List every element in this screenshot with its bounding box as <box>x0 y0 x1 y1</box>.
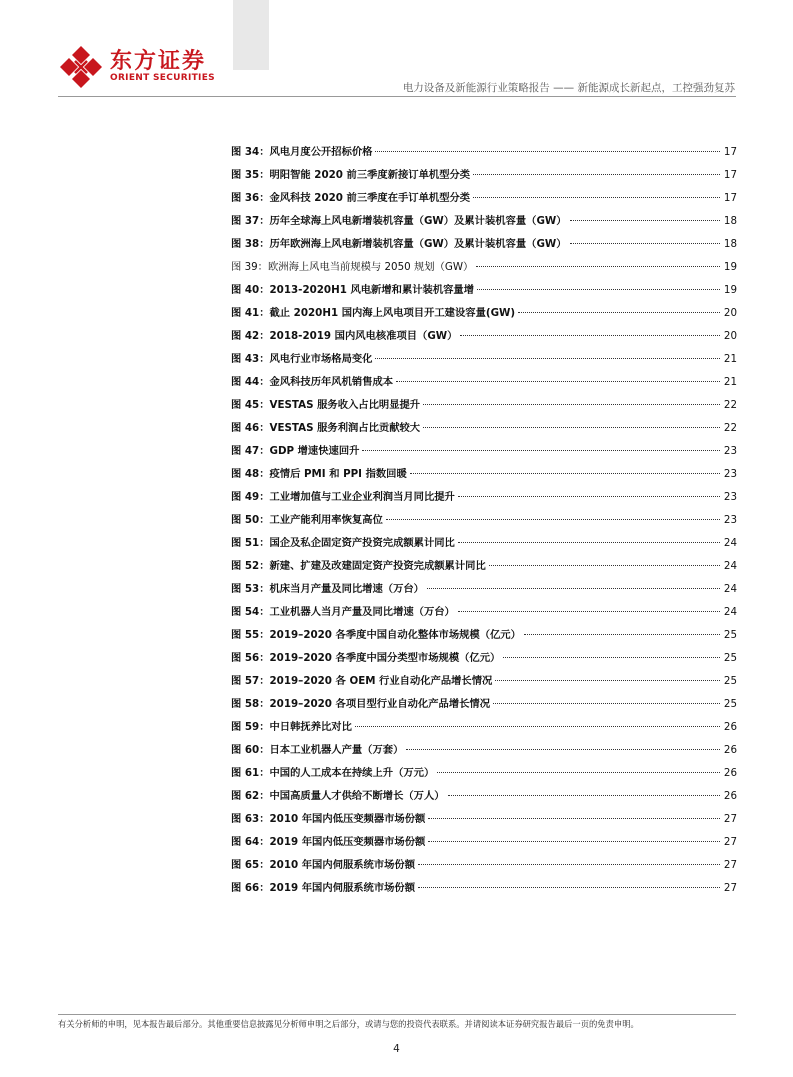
toc-entry-label: 图 37：历年全球海上风电新增装机容量（GW）及累计装机容量（GW） <box>231 215 567 227</box>
toc-entry-label: 图 55：2019–2020 各季度中国自动化整体市场规模（亿元） <box>231 629 521 641</box>
toc-dot-leader <box>375 358 720 359</box>
toc-entry-page: 23 <box>723 468 737 480</box>
toc-entry-page: 24 <box>723 560 737 572</box>
header-decoration-band <box>233 0 269 70</box>
toc-dot-leader <box>418 887 720 888</box>
toc-entry-page: 18 <box>723 215 737 227</box>
toc-entry[interactable] <box>231 649 737 672</box>
page-number: 4 <box>393 1043 400 1055</box>
toc-entry-page: 20 <box>723 330 737 342</box>
toc-entry-label: 图 41：截止 2020H1 国内海上风电项目开工建设容量(GW) <box>231 307 516 319</box>
toc-entry-label: 图 62：中国高质量人才供给不断增长（万人） <box>231 790 445 802</box>
toc-dot-leader <box>437 772 720 773</box>
toc-entry[interactable] <box>231 626 737 649</box>
toc-dot-leader <box>423 427 720 428</box>
toc-entry[interactable] <box>231 856 737 879</box>
toc-entry-label: 图 40：2013-2020H1 风电新增和累计装机容量增 <box>231 284 475 296</box>
toc-entry-page: 20 <box>723 307 737 319</box>
brand-logo <box>58 44 228 90</box>
toc-entry[interactable] <box>231 373 737 396</box>
toc-dot-leader <box>355 726 720 727</box>
toc-entry-page: 17 <box>723 192 737 204</box>
toc-dot-leader <box>428 818 720 819</box>
toc-entry-page: 26 <box>723 721 737 733</box>
toc-entry[interactable] <box>231 718 737 741</box>
toc-entry-label: 图 59：中日韩抚养比对比 <box>231 721 352 733</box>
toc-entry-page: 22 <box>723 422 737 434</box>
toc-entry-label: 图 53：机床当月产量及同比增速（万台） <box>231 583 424 595</box>
toc-dot-leader <box>428 841 720 842</box>
toc-entry-label: 图 39：欧洲海上风电当前规模与 2050 规划（GW） <box>231 261 474 273</box>
toc-entry-label: 图 50：工业产能利用率恢复高位 <box>231 514 383 526</box>
report-header-title: 电力设备及新能源行业策略报告 —— 新能源成长新起点，工控强劲复苏 <box>402 82 735 94</box>
brand-logo-icon <box>58 44 104 90</box>
toc-entry[interactable] <box>231 327 737 350</box>
toc-entry-label: 图 61：中国的人工成本在持续上升（万元） <box>231 767 435 779</box>
toc-entry[interactable] <box>231 189 737 212</box>
toc-entry-page: 17 <box>723 169 737 181</box>
toc-entry-label: 图 43：风电行业市场格局变化 <box>231 353 373 365</box>
toc-entry-label: 图 47：GDP 增速快速回升 <box>231 445 360 457</box>
toc-entry[interactable] <box>231 787 737 810</box>
toc-dot-leader <box>518 312 720 313</box>
toc-entry[interactable] <box>231 419 737 442</box>
toc-dot-leader <box>473 197 720 198</box>
toc-entry-page: 27 <box>723 859 737 871</box>
toc-entry-label: 图 63：2010 年国内低压变频器市场份额 <box>231 813 426 825</box>
toc-entry-label: 图 44：金风科技历年风机销售成本 <box>231 376 394 388</box>
toc-entry-label: 图 57：2019–2020 各 OEM 行业自动化产品增长情况 <box>231 675 493 687</box>
toc-entry-page: 25 <box>723 675 737 687</box>
toc-entry-label: 图 66：2019 年国内伺服系统市场份额 <box>231 882 416 894</box>
toc-entry-label: 图 35：明阳智能 2020 前三季度新接订单机型分类 <box>231 169 471 181</box>
toc-dot-leader <box>473 174 720 175</box>
toc-dot-leader <box>493 703 720 704</box>
toc-entry-page: 26 <box>723 790 737 802</box>
toc-entry-label: 图 58：2019–2020 各项目型行业自动化产品增长情况 <box>231 698 491 710</box>
toc-dot-leader <box>503 657 720 658</box>
toc-dot-leader <box>396 381 720 382</box>
toc-entry-page: 26 <box>723 744 737 756</box>
toc-dot-leader <box>427 588 720 589</box>
toc-dot-leader <box>458 542 720 543</box>
toc-entry-label: 图 51：国企及私企固定资产投资完成额累计同比 <box>231 537 455 549</box>
toc-entry-label: 图 36：金风科技 2020 前三季度在手订单机型分类 <box>231 192 471 204</box>
toc-entry[interactable] <box>231 764 737 787</box>
toc-entry-label: 图 48：疫情后 PMI 和 PPI 指数回暖 <box>231 468 407 480</box>
toc-entry[interactable] <box>231 833 737 856</box>
toc-entry[interactable] <box>231 603 737 626</box>
toc-dot-leader <box>448 795 720 796</box>
toc-entry-label: 图 56：2019–2020 各季度中国分类型市场规模（亿元） <box>231 652 501 664</box>
toc-dot-leader <box>476 266 720 267</box>
toc-entry-page: 27 <box>723 813 737 825</box>
toc-entry-label: 图 45：VESTAS 服务收入占比明显提升 <box>231 399 421 411</box>
toc-entry-page: 24 <box>723 606 737 618</box>
toc-entry[interactable] <box>231 143 737 166</box>
toc-entry-page: 19 <box>723 284 737 296</box>
toc-dot-leader <box>418 864 720 865</box>
toc-entry-label: 图 54：工业机器人当月产量及同比增速（万台） <box>231 606 455 618</box>
toc-dot-leader <box>423 404 720 405</box>
toc-dot-leader <box>477 289 720 290</box>
brand-name-en: ORIENT SECURITIES <box>110 73 215 83</box>
toc-entry[interactable] <box>231 580 737 603</box>
toc-entry-label: 图 52：新建、扩建及改建固定资产投资完成额累计同比 <box>231 560 486 572</box>
toc-entry-label: 图 42：2018-2019 国内风电核准项目（GW） <box>231 330 458 342</box>
toc-entry-page: 23 <box>723 491 737 503</box>
toc-entry-label: 图 60：日本工业机器人产量（万套） <box>231 744 404 756</box>
toc-entry-page: 24 <box>723 583 737 595</box>
header-divider <box>58 96 736 97</box>
toc-entry[interactable] <box>231 672 737 695</box>
toc-entry[interactable] <box>231 350 737 373</box>
toc-dot-leader <box>570 243 720 244</box>
toc-entry[interactable] <box>231 810 737 833</box>
toc-entry[interactable] <box>231 258 737 281</box>
toc-entry-page: 23 <box>723 514 737 526</box>
toc-entry-page: 19 <box>723 261 737 273</box>
toc-dot-leader <box>489 565 720 566</box>
toc-dot-leader <box>570 220 720 221</box>
footer-disclaimer: 有关分析师的申明，见本报告最后部分。其他重要信息披露见分析师申明之后部分，或请与您的投资代表联系。并请阅读本证券研究报告最后一页的免责申明。 <box>58 1019 639 1029</box>
toc-dot-leader <box>458 496 720 497</box>
toc-dot-leader <box>495 680 720 681</box>
toc-entry[interactable] <box>231 534 737 557</box>
toc-entry-page: 23 <box>723 445 737 457</box>
toc-entry-page: 24 <box>723 537 737 549</box>
toc-dot-leader <box>524 634 720 635</box>
toc-entry[interactable] <box>231 212 737 235</box>
toc-entry-label: 图 38：历年欧洲海上风电新增装机容量（GW）及累计装机容量（GW） <box>231 238 567 250</box>
toc-entry-label: 图 64：2019 年国内低压变频器市场份额 <box>231 836 426 848</box>
footer-divider <box>58 1014 736 1015</box>
toc-dot-leader <box>460 335 720 336</box>
toc-dot-leader <box>375 151 720 152</box>
toc-entry[interactable] <box>231 488 737 511</box>
toc-entry[interactable] <box>231 166 737 189</box>
toc-dot-leader <box>386 519 720 520</box>
toc-dot-leader <box>362 450 720 451</box>
toc-dot-leader <box>406 749 720 750</box>
brand-name-cn: 东方证券 <box>110 49 207 74</box>
toc-dot-leader <box>458 611 720 612</box>
toc-dot-leader <box>410 473 720 474</box>
toc-entry[interactable] <box>231 465 737 488</box>
toc-entry-page: 25 <box>723 629 737 641</box>
toc-entry-label: 图 65：2010 年国内伺服系统市场份额 <box>231 859 416 871</box>
figure-table-of-contents <box>231 143 737 902</box>
toc-entry-label: 图 46：VESTAS 服务利润占比贡献较大 <box>231 422 421 434</box>
toc-entry-page: 21 <box>723 376 737 388</box>
toc-entry-page: 17 <box>723 146 737 158</box>
toc-entry[interactable] <box>231 304 737 327</box>
toc-entry[interactable] <box>231 281 737 304</box>
toc-entry-label: 图 49：工业增加值与工业企业利润当月同比提升 <box>231 491 455 503</box>
toc-entry[interactable] <box>231 557 737 580</box>
toc-entry-page: 27 <box>723 882 737 894</box>
toc-entry-page: 25 <box>723 652 737 664</box>
toc-entry[interactable] <box>231 511 737 534</box>
toc-entry[interactable] <box>231 879 737 902</box>
toc-entry-page: 26 <box>723 767 737 779</box>
toc-entry-page: 25 <box>723 698 737 710</box>
toc-entry[interactable] <box>231 235 737 258</box>
toc-entry[interactable] <box>231 442 737 465</box>
toc-entry-page: 18 <box>723 238 737 250</box>
toc-entry-page: 22 <box>723 399 737 411</box>
toc-entry[interactable] <box>231 741 737 764</box>
toc-entry-label: 图 34：风电月度公开招标价格 <box>231 146 373 158</box>
toc-entry-page: 21 <box>723 353 737 365</box>
toc-entry-page: 27 <box>723 836 737 848</box>
toc-entry[interactable] <box>231 396 737 419</box>
toc-entry[interactable] <box>231 695 737 718</box>
